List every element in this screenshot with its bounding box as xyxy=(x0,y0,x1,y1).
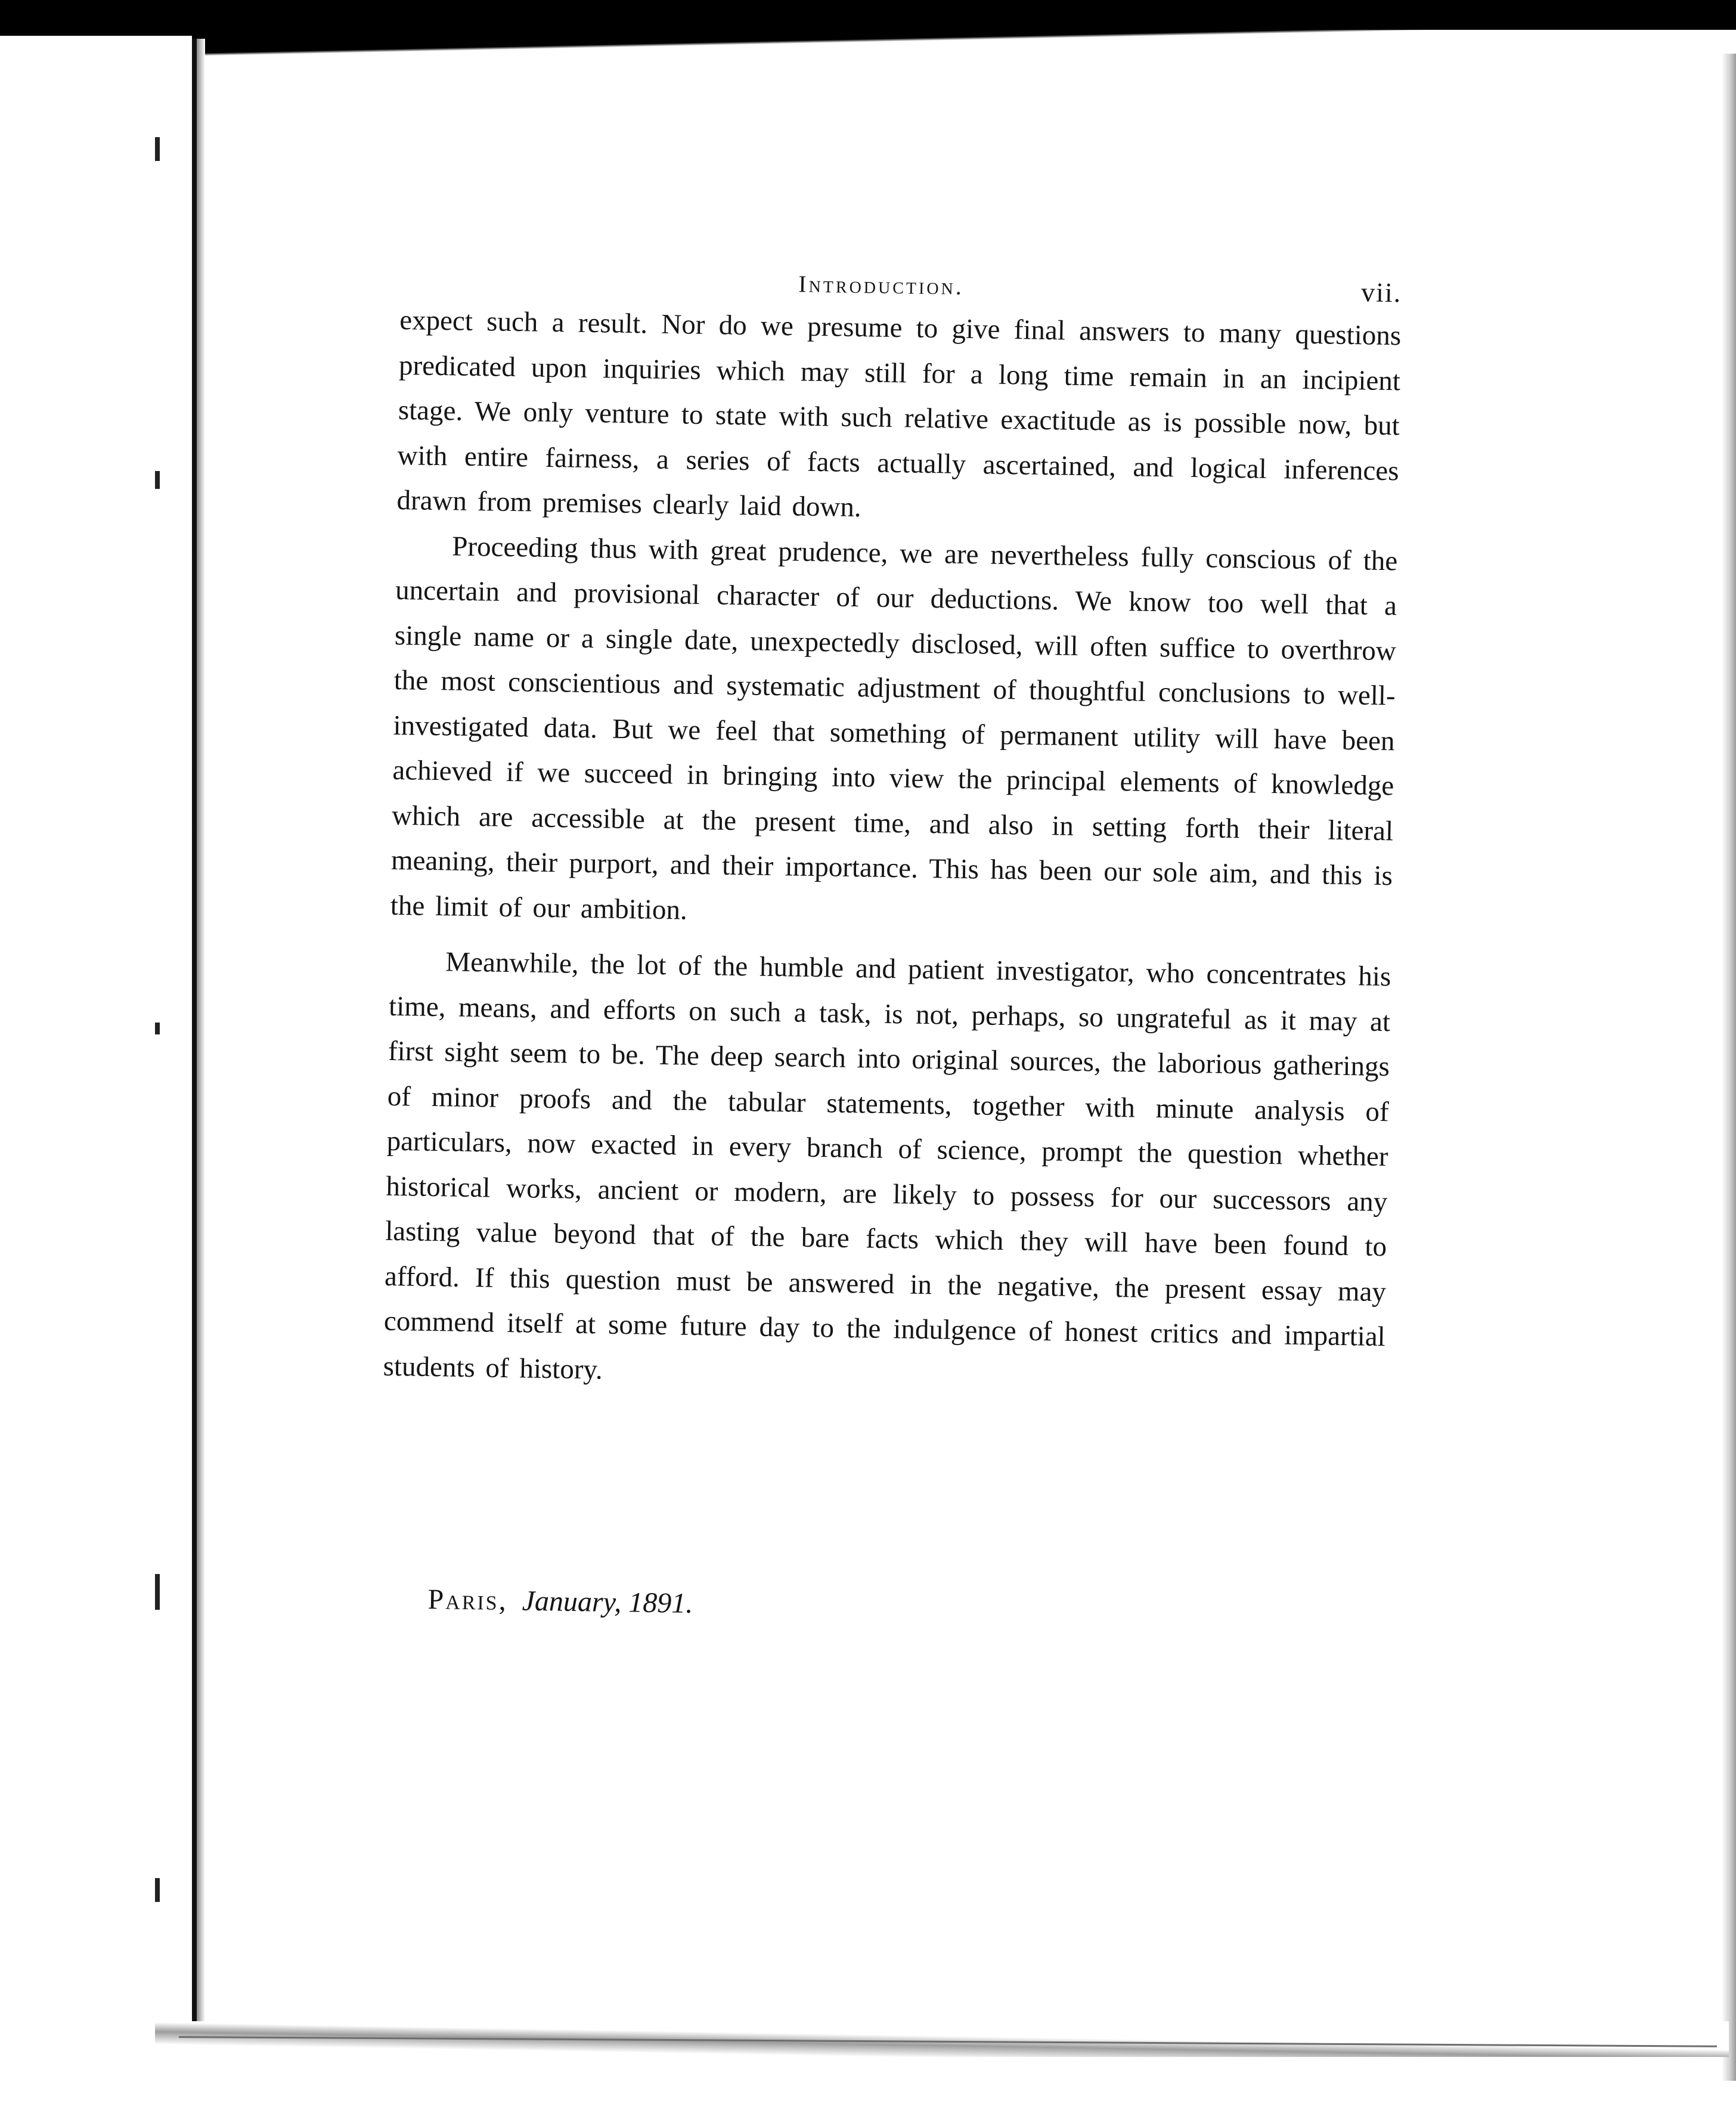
running-title: Introduction. xyxy=(798,270,965,300)
book-gutter xyxy=(192,39,197,2024)
signature-line xyxy=(427,1583,693,1620)
gutter-shadow xyxy=(197,39,205,2024)
margin-mark xyxy=(155,1023,160,1034)
signature-place: Paris, xyxy=(427,1583,509,1617)
signature-date: January, 1891. xyxy=(522,1585,693,1619)
paragraph: expect such a result. Nor do we presume to give final answers to many questions predicated upon inquiries which may still for a long time remain in an incipient stage. We only venture to state with such relative exactitude as is possible now, but with entire fairness, a series of facts actually ascertained, and logical inferences drawn from premises clearly laid down. xyxy=(396,304,1402,523)
paragraph: Proceeding thus with great prudence, we are nevertheless fully conscious of the uncertain and provisional character of our deductions. We know too well that a single name or a single date, unexpectedly disclosed, will often suffice to overthrow the most conscientious and systematic adjustment of thoughtful conclusions to well-investigated data. But we feel that something of permanent utility will have been achieved if we succeed in bringing into view the principal elements of knowledge which are accessible at the present time, and also in setting forth their literal meaning, their purport, and their importance. This has been our sole aim, and this is the limit of our ambition. xyxy=(390,530,1398,926)
page-number: vii. xyxy=(1360,277,1402,308)
margin-mark xyxy=(155,1878,160,1902)
margin-mark xyxy=(155,471,160,489)
left-facing-page xyxy=(0,36,192,2113)
margin-mark xyxy=(155,1574,160,1610)
scan-top-border-edge xyxy=(0,30,1736,66)
page-right-edge xyxy=(1722,54,1736,2081)
page-text xyxy=(383,256,1402,1405)
margin-mark xyxy=(155,137,160,161)
paragraph: Meanwhile, the lot of the humble and patient investigator, who concentrates his time, means, and efforts on such a task, is not, perhaps, so ungrateful as it may at first sight seem to be. The deep search into original sources, the laborious gatherings of minor proofs and the tabular statements, together with minute analysis of particulars, now exacted in every branch of science, prompt the question whether historical works, ancient or modern, are likely to possess for our successors any lasting value beyond that of the bare facts which they will have been found to afford. If this question must be answered in the negative, the present essay may commend itself at some future day to the indulgence of honest critics and impartial students of history. xyxy=(383,946,1391,1386)
